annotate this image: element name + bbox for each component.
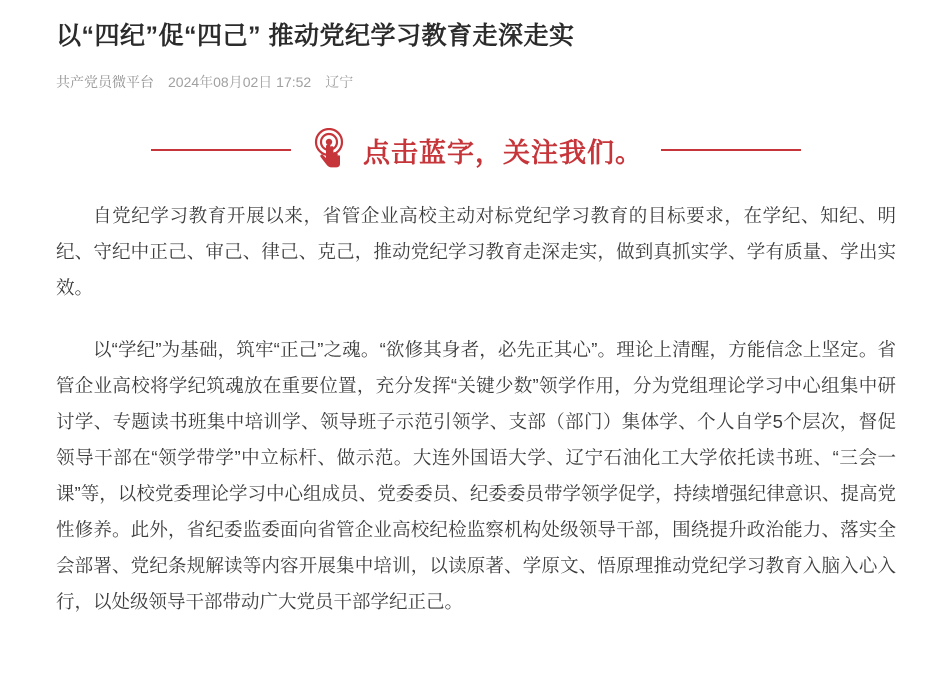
banner-divider-right xyxy=(661,149,801,151)
article-body xyxy=(56,198,896,620)
article-timestamp: 2024年08月02日 17:52 xyxy=(168,74,312,90)
banner-divider-left xyxy=(151,149,291,151)
page-title: 以“四纪”促“四己” 推动党纪学习教育走深走实 xyxy=(56,22,575,50)
article-meta xyxy=(56,72,896,92)
banner-text: 点击蓝字，关注我们。 xyxy=(363,137,643,169)
follow-us-banner xyxy=(56,128,896,172)
article-source: 共产党员微平台 xyxy=(56,74,154,90)
article-location: 辽宁 xyxy=(325,74,354,90)
article-paragraph: 自党纪学习教育开展以来，省管企业高校主动对标党纪学习教育的目标要求，在学纪、知纪、明纪、守纪中正己、审己、律己、克己，推动党纪学习教育走深走实，做到真抓实学、学有质量、学出实效。 xyxy=(56,205,896,298)
click-hand-icon xyxy=(309,128,349,172)
article-paragraph: 以“学纪”为基础，筑牢“正己”之魂。“欲修其身者，必先正其心”。理论上清醒，方能信念上坚定。省管企业高校将学纪筑魂放在重要位置，充分发挥“关键少数”领学作用，分为党组理论学习中心组集中研讨学、专题读书班集中培训学、领导班子示范引领学、支部（部门）集体学、个人自学5个层次，督促领导干部在“领学带学”中立标杆、做示范。大连外国语大学、辽宁石油化工大学依托读书班、“三会一课”等，以校党委理论学习中心组成员、党委委员、纪委委员带学领学促学，持续增强纪律意识、提高党性修养。此外，省纪委监委面向省管企业高校纪检监察机构处级领导干部，围绕提升政治能力、落实全会部署、党纪条规解读等内容开展集中培训，以读原著、学原文、悟原理推动党纪学习教育入脑入心入行，以处级领导干部带动广大党员干部学纪正己。 xyxy=(56,339,896,612)
